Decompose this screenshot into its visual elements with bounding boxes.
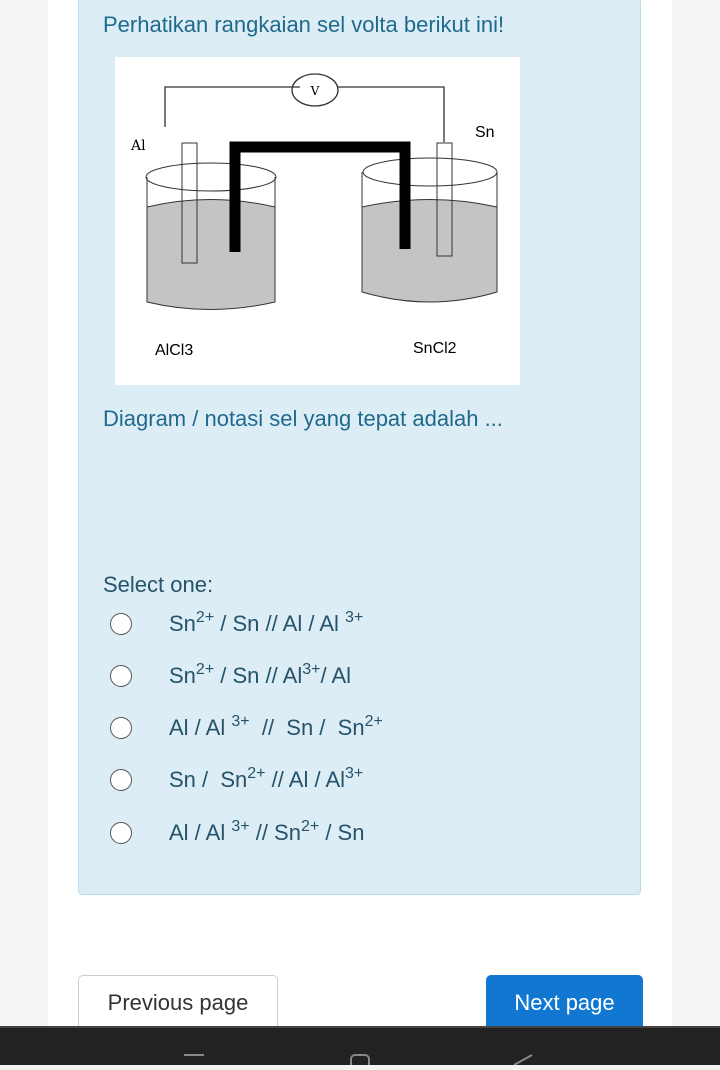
- option-2[interactable]: [110, 661, 351, 691]
- radio-button[interactable]: [110, 822, 132, 844]
- system-navigation-bar: [0, 1026, 720, 1065]
- label-sn: Sn: [475, 124, 495, 141]
- option-3[interactable]: [110, 713, 383, 743]
- select-one-label: Select one:: [103, 572, 214, 597]
- previous-page-button[interactable]: Previous page: [78, 975, 278, 1031]
- home-icon: [351, 1055, 369, 1065]
- radio-button[interactable]: [110, 613, 132, 635]
- back-icon: [514, 1055, 532, 1065]
- question-ask: Diagram / notasi sel yang tepat adalah ...: [103, 406, 503, 431]
- voltaic-cell-diagram: [115, 57, 520, 385]
- question-prompt: Perhatikan rangkaian sel volta berikut ini!: [103, 12, 505, 37]
- option-label: Sn / $Sn^{2+}$ // Al / $Al^{3+}$: [169, 765, 364, 792]
- label-sncl2: SnCl2: [413, 340, 457, 357]
- option-label: Al / Al $^{3+} // Sn^{2+}$ / Sn: [169, 818, 365, 845]
- option-4[interactable]: [110, 765, 363, 795]
- next-page-button[interactable]: Next page: [486, 975, 643, 1031]
- radio-button[interactable]: [110, 769, 132, 791]
- voltmeter-label: V: [310, 84, 320, 98]
- radio-button[interactable]: [110, 717, 132, 739]
- option-label: Al / Al $^{3+}$ // Sn / $Sn^{2+}$: [169, 713, 383, 740]
- radio-button[interactable]: [110, 665, 132, 687]
- label-al: Al: [131, 138, 146, 154]
- option-label: $Sn^{2+}$ / Sn // $Al^{3+}/$ Al: [169, 661, 352, 688]
- option-label: $Sn^{2+}$ / Sn // Al / Al $^{3+}$: [169, 609, 364, 636]
- option-5[interactable]: [110, 818, 364, 848]
- label-alcl3: AlCl3: [155, 342, 194, 359]
- option-1[interactable]: [110, 609, 363, 639]
